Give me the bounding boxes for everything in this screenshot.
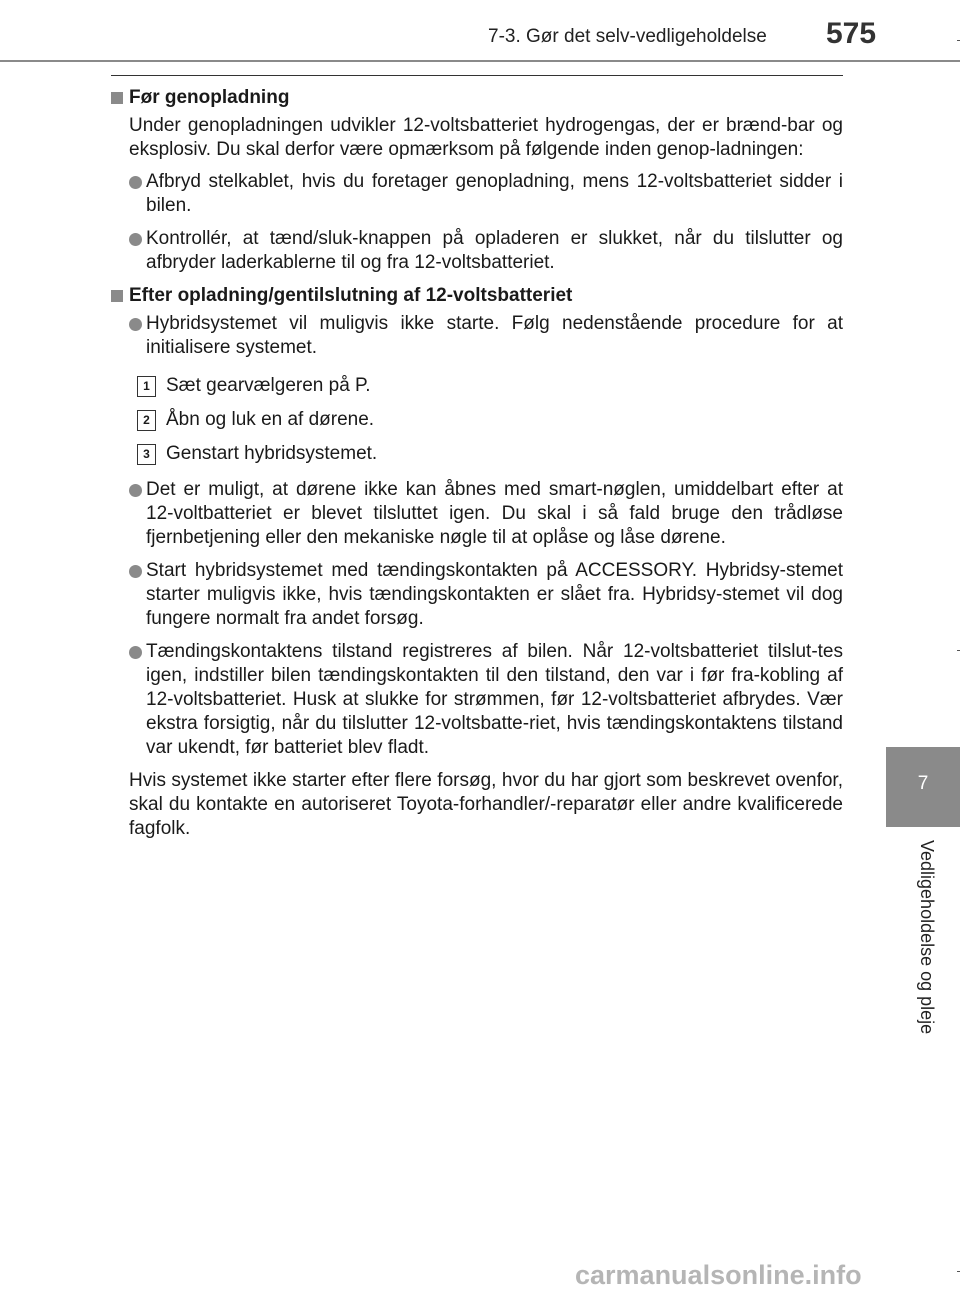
round-bullet-icon: [129, 565, 142, 578]
intro-paragraph: Under genopladningen udvikler 12-voltsbatteriet hydrogengas, der er brænd-bar og eksplosiv. Du skal derfor være opmærksom på følgende inden genop-ladningen:: [129, 115, 843, 160]
bullet-text: Afbryd stelkablet, hvis du foretager genopladning, mens 12-voltsbatteriet sidder i bilen.: [146, 171, 843, 216]
section-title: 7-3. Gør det selv-vedligeholdelse: [488, 26, 767, 47]
bullet-text: Kontrollér, at tænd/sluk-knappen på opladeren er slukket, når du tilslutter og afbryder laderkablerne til og fra 12-voltsbatteriet.: [146, 228, 843, 273]
heading-text: Efter opladning/gentilslutning af 12-voltsbatteriet: [129, 285, 573, 306]
bullet-text: Tændingskontaktens tilstand registreres af bilen. Når 12-voltsbatteriet tilslut-tes igen, indstiller bilen tændingskontakten til den tilstand, den var i før fra-kobling af 12-voltsbatteriet. Husk at slukke for strømmen, før 12-voltsbatteriet afbrydes. Vær ekstra forsigtig, når du tilslutter 12-voltsbatte-riet, hvis tændingskontaktens tilstand var ukendt, før batteriet blev fladt.: [146, 641, 843, 758]
bullet-item: [111, 559, 843, 631]
step-item: [111, 442, 843, 466]
step-item: [111, 408, 843, 432]
bullet-text: Start hybridsystemet med tændingskontakten på ACCESSORY. Hybridsy-stemet starter muligvis ikke, hvis tændingskontakten er slået fra. Hybridsy-stemet vil dog fungere normalt fra andet forsøg.: [146, 560, 843, 629]
chapter-title: Vedligeholdelse og pleje: [917, 840, 937, 1035]
bullet-item: [111, 640, 843, 760]
step-item: [111, 374, 843, 398]
round-bullet-icon: [129, 318, 142, 331]
bullet-item: [111, 170, 843, 218]
bullet-item: [111, 227, 843, 275]
square-bullet-icon: [111, 92, 123, 104]
step-text: Sæt gearvælgeren på P.: [166, 375, 371, 396]
closing-paragraph: Hvis systemet ikke starter efter flere forsøg, hvor du har gjort som beskrevet ovenfor, skal du kontakte en autoriseret Toyota-forhandler/-reparatør eller andre kvalificerede fagfolk.: [129, 770, 843, 839]
page-number: 575: [826, 17, 877, 50]
round-bullet-icon: [129, 176, 142, 189]
bullet-item: [111, 478, 843, 550]
bullet-item: [111, 312, 843, 360]
step-text: Genstart hybridsystemet.: [166, 443, 378, 464]
round-bullet-icon: [129, 484, 142, 497]
step-number-box: 1: [137, 376, 156, 397]
step-number-box: 2: [137, 410, 156, 431]
step-number-box: 3: [137, 444, 156, 465]
square-bullet-icon: [111, 290, 123, 302]
round-bullet-icon: [129, 233, 142, 246]
bullet-text: Det er muligt, at dørene ikke kan åbnes med smart-nøglen, umiddelbart efter at 12-voltbatteriet er blevet tilsluttet igen. Du skal i så fald bruge den trådløse fjernbetjening eller den mekaniske nøgle til at oplåse og låse dørene.: [146, 479, 843, 548]
chapter-number: 7: [917, 773, 929, 794]
step-text: Åbn og luk en af dørene.: [166, 409, 375, 430]
chapter-tab: [886, 747, 960, 827]
section-heading: [111, 284, 843, 308]
round-bullet-icon: [129, 646, 142, 659]
bullet-text: Hybridsystemet vil muligvis ikke starte. Følg nedenstående procedure for at initialisere systemet.: [146, 313, 843, 358]
page-content: [111, 86, 843, 841]
top-rule: [111, 75, 843, 76]
watermark: carmanualsonline.info: [575, 1260, 862, 1290]
page-header: [0, 0, 960, 62]
section-heading: [111, 86, 843, 110]
heading-text: Før genopladning: [129, 87, 290, 108]
